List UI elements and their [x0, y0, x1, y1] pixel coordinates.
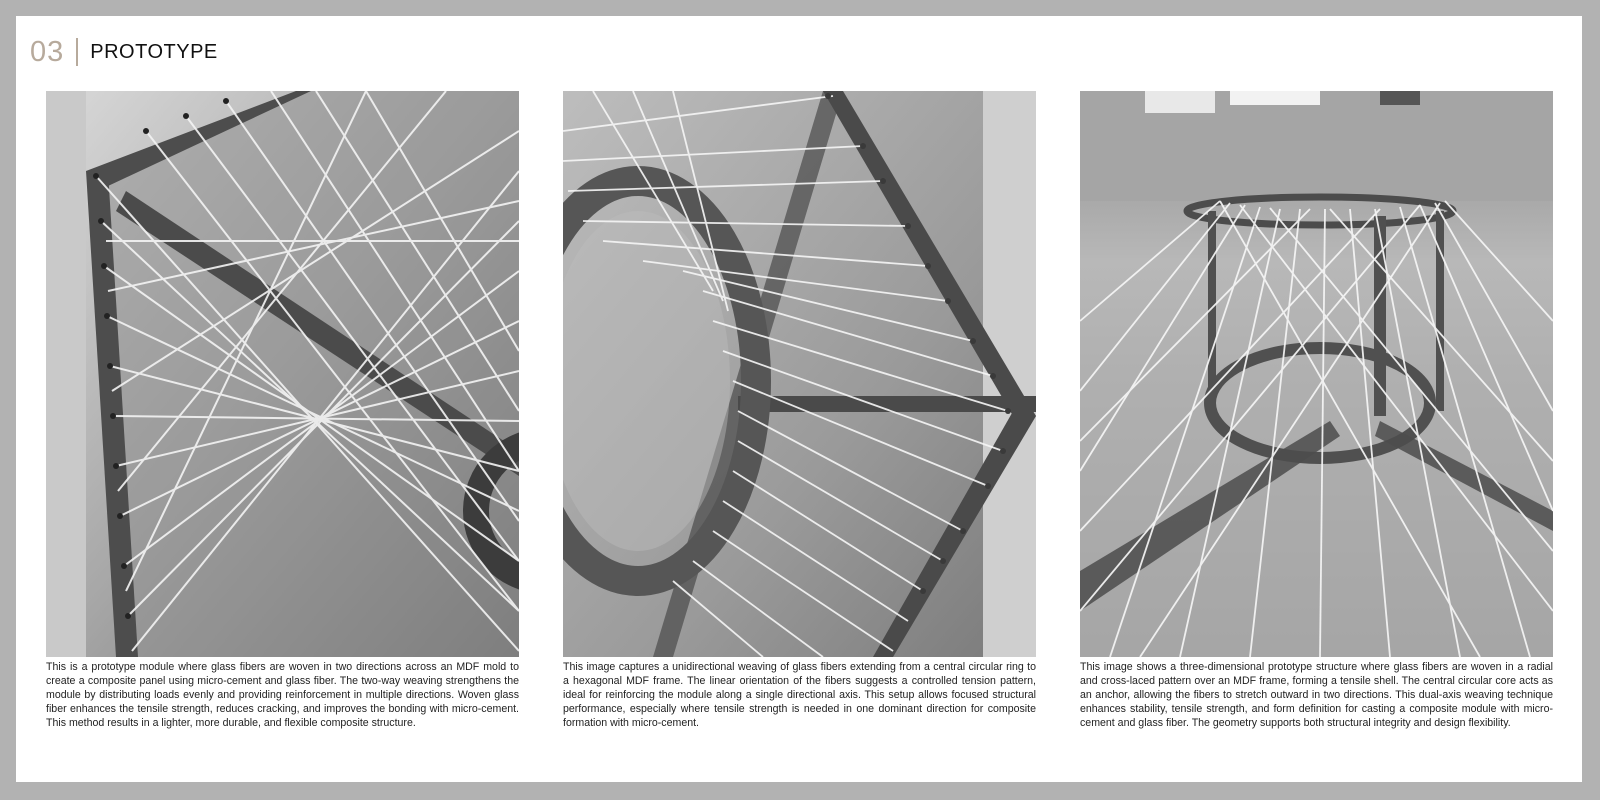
prototype-panel-3	[1080, 91, 1553, 731]
prototype-photo-2	[563, 91, 1036, 657]
prototype-caption-3: This image shows a three-dimensional prototype structure where glass fibers are woven in a radial and cross-laced pattern over an MDF frame, forming a tensile shell. The central circular core acts as an anchor, allowing the fibers to stretch outward in two directions. This dual-axis weaving technique enhances stability, tensile strength, and form definition for casting a composite module with micro-cement and glass fiber. The geometry supports both structural integrity and design flexibility.	[1080, 661, 1553, 729]
document-page	[16, 16, 1582, 782]
prototype-photo-1	[46, 91, 519, 657]
prototype-caption-2: This image captures a unidirectional weaving of glass fibers extending from a central circular ring to a hexagonal MDF frame. The linear orientation of the fibers suggests a controlled tension pattern, ideal for reinforcing the module along a single directional axis. This setup allows focused structural performance, especially where tensile strength is needed in one dominant direction for composite formation with micro-cement.	[563, 661, 1036, 729]
section-number: 03	[30, 35, 65, 68]
prototype-panel-1	[46, 91, 519, 731]
section-title: PROTOTYPE	[90, 41, 218, 63]
section-header	[30, 34, 218, 70]
prototype-caption-1: This is a prototype module where glass fibers are woven in two directions across an MDF mold to create a composite panel using micro-cement and glass fiber. The two-way weaving strengthens the module by distributing loads evenly and providing reinforcement in multiple directions. Woven glass fiber enhances the tensile strength, reduces cracking, and improves the bonding with micro-cement. This method results in a lighter, more durable, and flexible composite structure.	[46, 661, 519, 729]
prototype-panel-2	[563, 91, 1036, 731]
prototype-photo-3	[1080, 91, 1553, 657]
section-divider	[76, 38, 78, 66]
